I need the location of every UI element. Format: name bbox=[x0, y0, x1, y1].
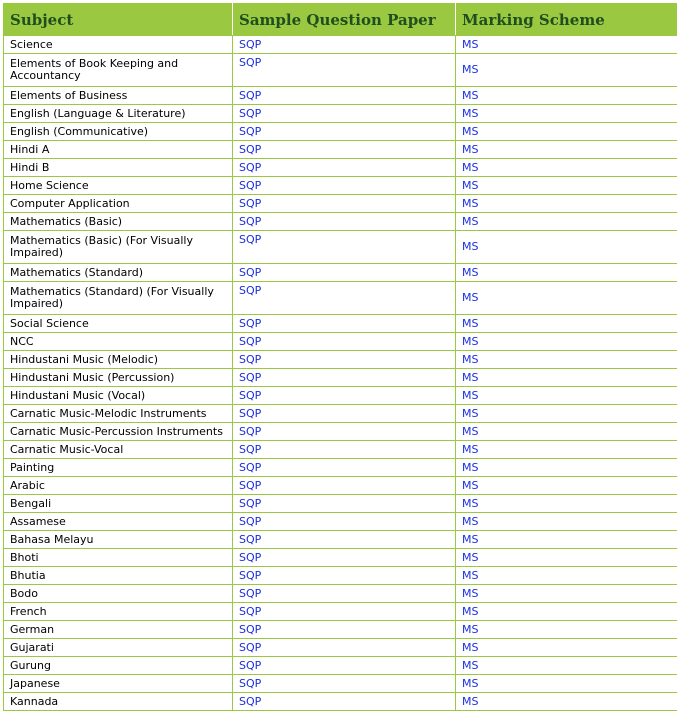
ms-cell bbox=[456, 36, 677, 54]
ms-cell bbox=[456, 195, 677, 213]
sqp-link[interactable]: SQP bbox=[239, 56, 261, 69]
sqp-link[interactable]: SQP bbox=[239, 284, 261, 297]
ms-link[interactable]: MS bbox=[462, 425, 478, 438]
sqp-cell bbox=[233, 123, 456, 141]
table-row bbox=[4, 513, 677, 531]
ms-link[interactable]: MS bbox=[462, 551, 478, 564]
sqp-cell bbox=[233, 405, 456, 423]
sqp-cell bbox=[233, 36, 456, 54]
subject-cell: Kannada bbox=[4, 693, 233, 711]
table-row bbox=[4, 639, 677, 657]
ms-link[interactable]: MS bbox=[462, 63, 478, 76]
table-row bbox=[4, 675, 677, 693]
subject-cell: Arabic bbox=[4, 477, 233, 495]
sqp-link[interactable]: SQP bbox=[239, 659, 261, 672]
sqp-link[interactable]: SQP bbox=[239, 371, 261, 384]
ms-cell bbox=[456, 87, 677, 105]
subject-cell: Assamese bbox=[4, 513, 233, 531]
sqp-cell bbox=[233, 495, 456, 513]
ms-cell bbox=[456, 585, 677, 603]
ms-cell bbox=[456, 387, 677, 405]
table-row bbox=[4, 423, 677, 441]
ms-link[interactable]: MS bbox=[462, 371, 478, 384]
subject-cell: Home Science bbox=[4, 177, 233, 195]
subject-cell: English (Communicative) bbox=[4, 123, 233, 141]
ms-link[interactable]: MS bbox=[462, 197, 478, 210]
subject-cell: Hindustani Music (Melodic) bbox=[4, 351, 233, 369]
ms-cell bbox=[456, 159, 677, 177]
subject-cell: Hindi A bbox=[4, 141, 233, 159]
sqp-link[interactable]: SQP bbox=[239, 425, 261, 438]
subject-cell: Elements of Business bbox=[4, 87, 233, 105]
table-row bbox=[4, 693, 677, 711]
ms-cell bbox=[456, 315, 677, 333]
sqp-link[interactable]: SQP bbox=[239, 389, 261, 402]
sqp-cell bbox=[233, 351, 456, 369]
subject-cell: Mathematics (Standard) bbox=[4, 264, 233, 282]
ms-cell bbox=[456, 369, 677, 387]
header-sample-question-paper: Sample Question Paper bbox=[233, 4, 456, 36]
header-subject: Subject bbox=[4, 4, 233, 36]
ms-link[interactable]: MS bbox=[462, 317, 478, 330]
subject-cell: Computer Application bbox=[4, 195, 233, 213]
sqp-cell bbox=[233, 567, 456, 585]
ms-cell bbox=[456, 231, 677, 264]
table-row bbox=[4, 264, 677, 282]
subject-cell: Elements of Book Keeping and Accountancy bbox=[4, 54, 233, 87]
table-row bbox=[4, 333, 677, 351]
ms-cell bbox=[456, 54, 677, 87]
table-row bbox=[4, 369, 677, 387]
ms-link[interactable]: MS bbox=[462, 659, 478, 672]
table-row bbox=[4, 282, 677, 315]
subject-cell: Gurung bbox=[4, 657, 233, 675]
sqp-link[interactable]: SQP bbox=[239, 233, 261, 246]
sqp-link[interactable]: SQP bbox=[239, 89, 261, 102]
ms-cell bbox=[456, 639, 677, 657]
sqp-cell bbox=[233, 282, 456, 315]
table-row bbox=[4, 477, 677, 495]
ms-link[interactable]: MS bbox=[462, 38, 478, 51]
table-row bbox=[4, 585, 677, 603]
subject-cell: Carnatic Music-Melodic Instruments bbox=[4, 405, 233, 423]
header-marking-scheme: Marking Scheme bbox=[456, 4, 677, 36]
sqp-link[interactable]: SQP bbox=[239, 179, 261, 192]
subject-cell: Bahasa Melayu bbox=[4, 531, 233, 549]
subject-cell: Science bbox=[4, 36, 233, 54]
sqp-cell bbox=[233, 54, 456, 87]
sqp-link[interactable]: SQP bbox=[239, 551, 261, 564]
sqp-link[interactable]: SQP bbox=[239, 107, 261, 120]
ms-cell bbox=[456, 333, 677, 351]
ms-cell bbox=[456, 105, 677, 123]
ms-cell bbox=[456, 477, 677, 495]
ms-cell bbox=[456, 423, 677, 441]
sqp-cell bbox=[233, 387, 456, 405]
sqp-cell bbox=[233, 315, 456, 333]
ms-link[interactable]: MS bbox=[462, 291, 478, 304]
ms-link[interactable]: MS bbox=[462, 533, 478, 546]
sqp-link[interactable]: SQP bbox=[239, 587, 261, 600]
ms-link[interactable]: MS bbox=[462, 353, 478, 366]
ms-link[interactable]: MS bbox=[462, 335, 478, 348]
sqp-cell bbox=[233, 459, 456, 477]
subject-cell: Hindustani Music (Percussion) bbox=[4, 369, 233, 387]
sqp-cell bbox=[233, 513, 456, 531]
sqp-link[interactable]: SQP bbox=[239, 695, 261, 708]
table-row bbox=[4, 315, 677, 333]
sqp-cell bbox=[233, 195, 456, 213]
sqp-link[interactable]: SQP bbox=[239, 266, 261, 279]
sqp-cell bbox=[233, 693, 456, 711]
ms-link[interactable]: MS bbox=[462, 569, 478, 582]
sqp-link[interactable]: SQP bbox=[239, 623, 261, 636]
subject-cell: Japanese bbox=[4, 675, 233, 693]
subject-cell: Carnatic Music-Percussion Instruments bbox=[4, 423, 233, 441]
subject-cell: Mathematics (Basic) (For Visually Impaired) bbox=[4, 231, 233, 264]
ms-link[interactable]: MS bbox=[462, 515, 478, 528]
table-row bbox=[4, 87, 677, 105]
sqp-cell bbox=[233, 549, 456, 567]
ms-link[interactable]: MS bbox=[462, 695, 478, 708]
sqp-link[interactable]: SQP bbox=[239, 641, 261, 654]
sqp-link[interactable]: SQP bbox=[239, 407, 261, 420]
ms-cell bbox=[456, 405, 677, 423]
ms-cell bbox=[456, 693, 677, 711]
sqp-link[interactable]: SQP bbox=[239, 38, 261, 51]
ms-link[interactable]: MS bbox=[462, 179, 478, 192]
subject-cell: Gujarati bbox=[4, 639, 233, 657]
sqp-cell bbox=[233, 423, 456, 441]
sqp-link[interactable]: SQP bbox=[239, 143, 261, 156]
table-row bbox=[4, 387, 677, 405]
table-row bbox=[4, 177, 677, 195]
ms-cell bbox=[456, 264, 677, 282]
table-row bbox=[4, 603, 677, 621]
ms-link[interactable]: MS bbox=[462, 497, 478, 510]
sqp-cell bbox=[233, 657, 456, 675]
table-row bbox=[4, 123, 677, 141]
table-row bbox=[4, 567, 677, 585]
sqp-link[interactable]: SQP bbox=[239, 533, 261, 546]
sqp-link[interactable]: SQP bbox=[239, 317, 261, 330]
sqp-link[interactable]: SQP bbox=[239, 353, 261, 366]
sqp-cell bbox=[233, 213, 456, 231]
ms-link[interactable]: MS bbox=[462, 143, 478, 156]
subject-cell: Hindi B bbox=[4, 159, 233, 177]
table-row bbox=[4, 459, 677, 477]
sqp-cell bbox=[233, 585, 456, 603]
sqp-cell bbox=[233, 621, 456, 639]
sample-papers-table bbox=[3, 3, 677, 711]
ms-link[interactable]: MS bbox=[462, 107, 478, 120]
ms-cell bbox=[456, 513, 677, 531]
ms-link[interactable]: MS bbox=[462, 605, 478, 618]
subject-cell: Painting bbox=[4, 459, 233, 477]
ms-cell bbox=[456, 123, 677, 141]
ms-link[interactable]: MS bbox=[462, 389, 478, 402]
table-row bbox=[4, 231, 677, 264]
ms-cell bbox=[456, 603, 677, 621]
ms-cell bbox=[456, 675, 677, 693]
sqp-cell bbox=[233, 141, 456, 159]
sqp-cell bbox=[233, 369, 456, 387]
sqp-cell bbox=[233, 159, 456, 177]
ms-link[interactable]: MS bbox=[462, 443, 478, 456]
sqp-cell bbox=[233, 675, 456, 693]
table-row bbox=[4, 441, 677, 459]
ms-link[interactable]: MS bbox=[462, 125, 478, 138]
ms-link[interactable]: MS bbox=[462, 623, 478, 636]
ms-link[interactable]: MS bbox=[462, 479, 478, 492]
sqp-link[interactable]: SQP bbox=[239, 515, 261, 528]
sqp-link[interactable]: SQP bbox=[239, 335, 261, 348]
subject-cell: Social Science bbox=[4, 315, 233, 333]
ms-cell bbox=[456, 282, 677, 315]
ms-link[interactable]: MS bbox=[462, 240, 478, 253]
ms-cell bbox=[456, 621, 677, 639]
table-row bbox=[4, 621, 677, 639]
subject-cell: Bhutia bbox=[4, 567, 233, 585]
ms-link[interactable]: MS bbox=[462, 461, 478, 474]
sqp-cell bbox=[233, 333, 456, 351]
sqp-link[interactable]: SQP bbox=[239, 479, 261, 492]
table-row bbox=[4, 105, 677, 123]
sqp-link[interactable]: SQP bbox=[239, 161, 261, 174]
sqp-link[interactable]: SQP bbox=[239, 197, 261, 210]
table-row bbox=[4, 159, 677, 177]
sqp-cell bbox=[233, 87, 456, 105]
sqp-cell bbox=[233, 441, 456, 459]
table-row bbox=[4, 54, 677, 87]
ms-link[interactable]: MS bbox=[462, 266, 478, 279]
ms-cell bbox=[456, 495, 677, 513]
sqp-link[interactable]: SQP bbox=[239, 215, 261, 228]
ms-cell bbox=[456, 531, 677, 549]
ms-cell bbox=[456, 459, 677, 477]
sqp-link[interactable]: SQP bbox=[239, 569, 261, 582]
subject-cell: Bengali bbox=[4, 495, 233, 513]
ms-cell bbox=[456, 657, 677, 675]
sqp-cell bbox=[233, 264, 456, 282]
subject-cell: Carnatic Music-Vocal bbox=[4, 441, 233, 459]
subject-cell: Bhoti bbox=[4, 549, 233, 567]
ms-link[interactable]: MS bbox=[462, 89, 478, 102]
sqp-cell bbox=[233, 531, 456, 549]
ms-cell bbox=[456, 177, 677, 195]
subject-cell: Bodo bbox=[4, 585, 233, 603]
subject-cell: English (Language & Literature) bbox=[4, 105, 233, 123]
table-row bbox=[4, 213, 677, 231]
table-row bbox=[4, 405, 677, 423]
sqp-cell bbox=[233, 231, 456, 264]
subject-cell: NCC bbox=[4, 333, 233, 351]
sqp-cell bbox=[233, 639, 456, 657]
sqp-link[interactable]: SQP bbox=[239, 605, 261, 618]
table-row bbox=[4, 657, 677, 675]
ms-cell bbox=[456, 567, 677, 585]
ms-cell bbox=[456, 549, 677, 567]
ms-cell bbox=[456, 441, 677, 459]
subject-cell: Mathematics (Standard) (For Visually Impaired) bbox=[4, 282, 233, 315]
ms-link[interactable]: MS bbox=[462, 587, 478, 600]
sqp-cell bbox=[233, 105, 456, 123]
table-row bbox=[4, 549, 677, 567]
sqp-cell bbox=[233, 177, 456, 195]
sqp-link[interactable]: SQP bbox=[239, 497, 261, 510]
table-header-row bbox=[4, 4, 677, 36]
sqp-link[interactable]: SQP bbox=[239, 677, 261, 690]
table-row bbox=[4, 351, 677, 369]
sqp-link[interactable]: SQP bbox=[239, 125, 261, 138]
subject-cell: Hindustani Music (Vocal) bbox=[4, 387, 233, 405]
sqp-cell bbox=[233, 477, 456, 495]
sqp-cell bbox=[233, 603, 456, 621]
sqp-link[interactable]: SQP bbox=[239, 461, 261, 474]
ms-cell bbox=[456, 351, 677, 369]
subject-cell: French bbox=[4, 603, 233, 621]
ms-cell bbox=[456, 213, 677, 231]
ms-link[interactable]: MS bbox=[462, 407, 478, 420]
sqp-link[interactable]: SQP bbox=[239, 443, 261, 456]
table-row bbox=[4, 195, 677, 213]
ms-link[interactable]: MS bbox=[462, 215, 478, 228]
ms-link[interactable]: MS bbox=[462, 641, 478, 654]
table-row bbox=[4, 36, 677, 54]
table-row bbox=[4, 495, 677, 513]
table-row bbox=[4, 531, 677, 549]
table-row bbox=[4, 141, 677, 159]
ms-link[interactable]: MS bbox=[462, 677, 478, 690]
ms-cell bbox=[456, 141, 677, 159]
subject-cell: German bbox=[4, 621, 233, 639]
subject-cell: Mathematics (Basic) bbox=[4, 213, 233, 231]
ms-link[interactable]: MS bbox=[462, 161, 478, 174]
